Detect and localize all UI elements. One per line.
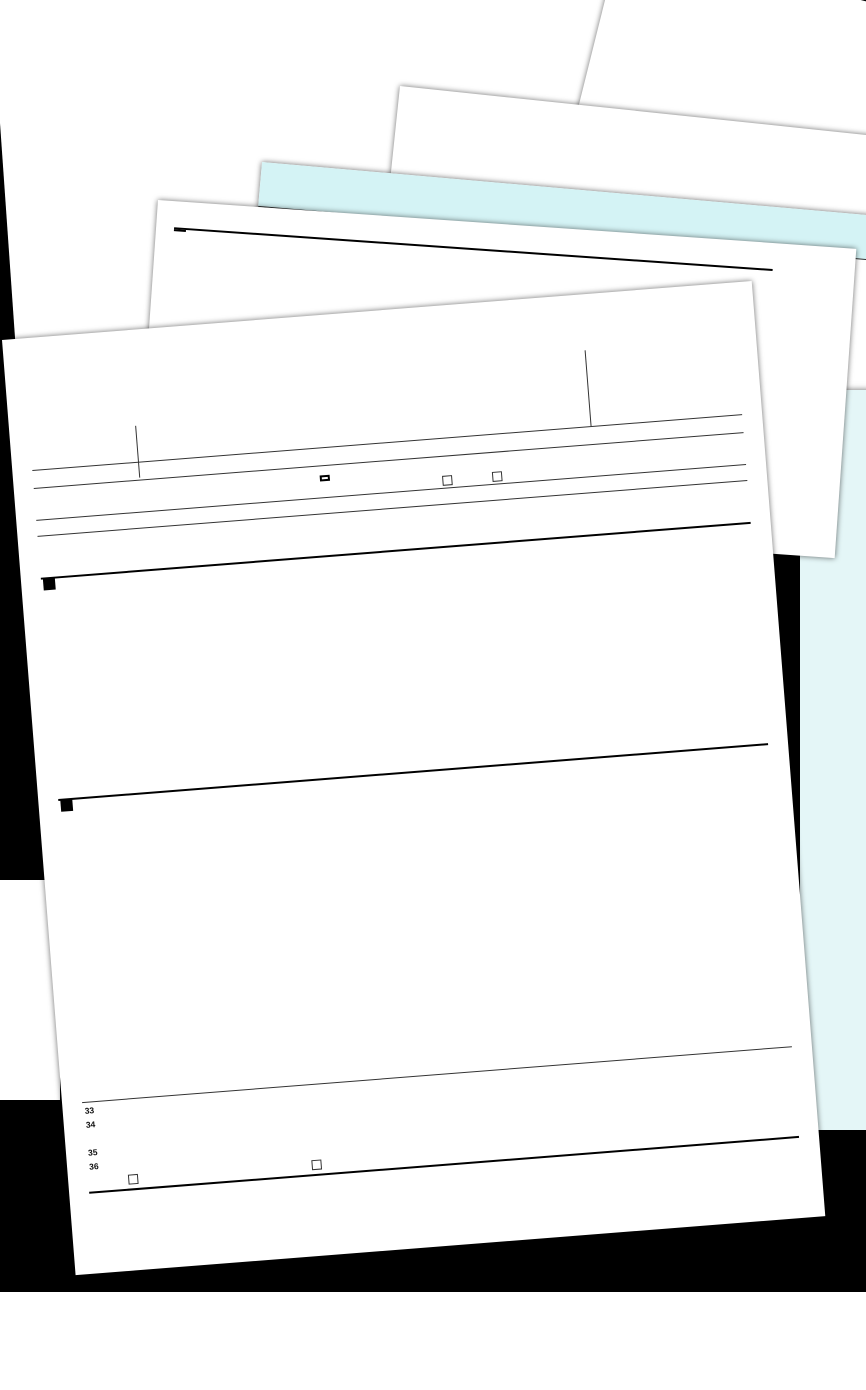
sf-line33: 33: [84, 1105, 95, 1116]
sfp2-line: [168, 301, 178, 312]
sf-rule: [41, 522, 751, 580]
sfp2-text: [179, 278, 180, 288]
accrual-checkbox[interactable]: [492, 471, 503, 482]
cash-checkbox[interactable]: [442, 475, 453, 486]
at-risk-checkbox[interactable]: [128, 1174, 139, 1185]
part2-note: [77, 800, 78, 810]
sf-rule: [89, 1136, 799, 1194]
line35-text: [104, 1146, 105, 1156]
sf-line34: 34: [85, 1119, 96, 1130]
sf-line35: 35: [87, 1147, 98, 1158]
sfp2-line: [170, 277, 180, 288]
sf-rule: [37, 480, 747, 537]
sf-rule: [82, 1046, 792, 1103]
line36-text: [105, 1160, 106, 1170]
sfp2-text: [178, 302, 179, 312]
watermark-strip: [0, 1292, 866, 1390]
sfp2-line: [172, 253, 187, 264]
part2-title: [77, 800, 78, 811]
part1-note: [60, 578, 61, 588]
sf-divider: [585, 350, 592, 426]
sfp2-num: [172, 253, 173, 263]
part2-label: [60, 799, 73, 812]
sf-code: [320, 475, 330, 482]
sf-divider: [135, 426, 140, 478]
sfp2-text: [186, 254, 187, 264]
sfp2-part-label: [174, 229, 186, 232]
not-at-risk-checkbox[interactable]: [311, 1159, 322, 1170]
sf-rule: [32, 414, 742, 471]
line33-text: [101, 1105, 102, 1115]
sfp2-num: [170, 277, 171, 287]
sf-part1: [43, 578, 61, 590]
part1-label: [43, 578, 56, 591]
schedule-f-sheet: [2, 281, 825, 1275]
sf-rule: [58, 743, 768, 801]
line34-text: [102, 1119, 103, 1129]
sf-line36: 36: [88, 1160, 99, 1172]
sfp2-num: [168, 301, 169, 311]
sf-rule: [36, 464, 746, 521]
sf-part2: [60, 800, 78, 812]
part1-title: [60, 578, 61, 589]
